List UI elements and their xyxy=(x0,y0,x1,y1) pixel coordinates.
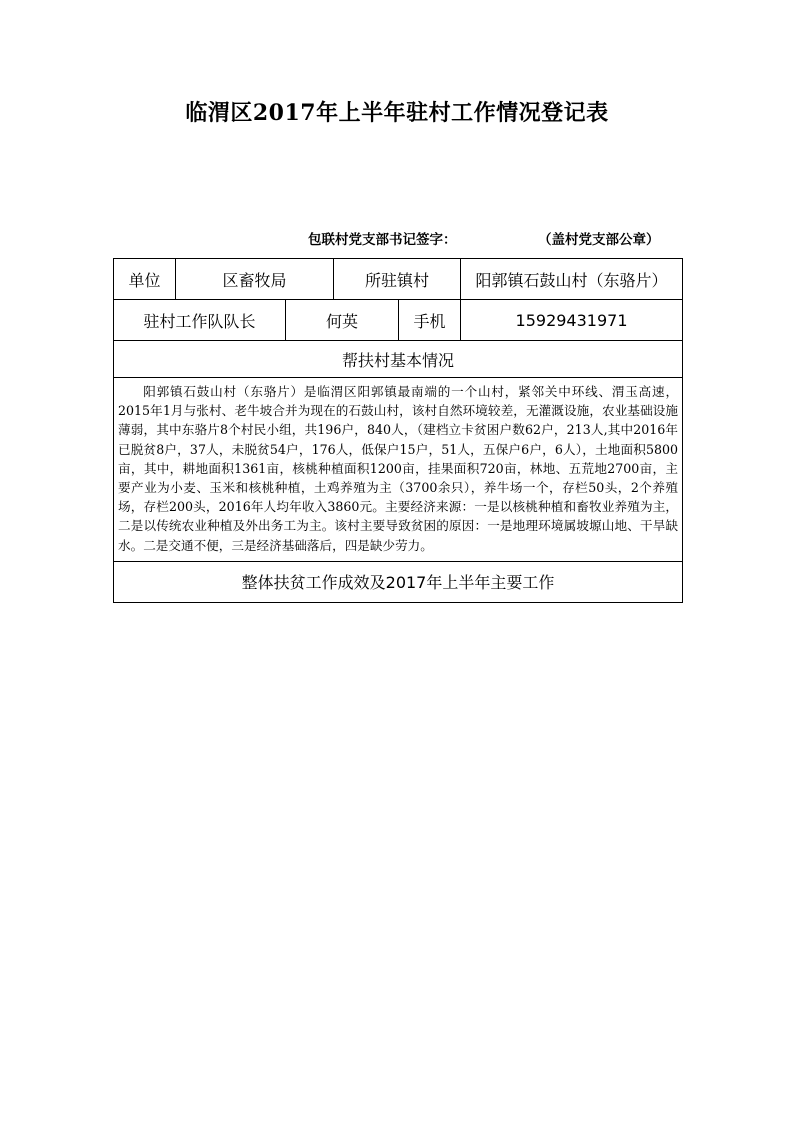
page-title: 临渭区2017年上半年驻村工作情况登记表 xyxy=(185,100,609,126)
table-row xyxy=(114,341,683,378)
seal-label: （盖村党支部公章） xyxy=(538,232,660,248)
phone-label: 手机 xyxy=(399,300,461,341)
table-row xyxy=(114,561,683,602)
table-row xyxy=(114,259,683,300)
signature-label: 包联村党支部书记签字： xyxy=(308,232,457,248)
unit-value: 区畜牧局 xyxy=(176,259,334,300)
achievements-heading: 整体扶贫工作成效及2017年上半年主要工作 xyxy=(114,561,683,602)
basic-info-text: 阳郭镇石鼓山村（东骆片）是临渭区阳郭镇最南端的一个山村，紧邻关中环线、渭玉高速，2015年1月与张村、老牛坡合并为现在的石鼓山村，该村自然环境较差，无灌溉设施，农业基础设施薄弱，其中东骆片8个村民小组，共196户，840人，（建档立卡贫困户数62户，213人,其中2016年已脱贫8户，37人，未脱贫54户，176人，低保户15户，51人，五保户6户，6人），土地面积5800亩，其中，耕地面积1361亩，核桃种植面积1200亩，挂果面积720亩，林地、五荒地2700亩，主要产业为小麦、玉米和核桃种植，土鸡养殖为主（3700余只），养牛场一个，存栏50头，2个养殖场，存栏200头，2016年人均年收入3860元。主要经济来源：一是以核桃种植和畜牧业养殖为主，二是以传统农业种植及外出务工为主。该村主要导致贫困的原因：一是地理环境属坡塬山地、干旱缺水。二是交通不便，三是经济基础落后，四是缺少劳力。 xyxy=(114,378,683,562)
team-leader-label: 驻村工作队队长 xyxy=(114,300,286,341)
phone-value: 15929431971 xyxy=(461,300,683,341)
team-leader-value: 何英 xyxy=(286,300,399,341)
village-label: 所驻镇村 xyxy=(334,259,461,300)
registration-table xyxy=(113,258,683,603)
basic-info-heading: 帮扶村基本情况 xyxy=(114,341,683,378)
unit-label: 单位 xyxy=(114,259,176,300)
table-row xyxy=(114,378,683,562)
village-value: 阳郭镇石鼓山村（东骆片） xyxy=(461,259,683,300)
table-row xyxy=(114,300,683,341)
